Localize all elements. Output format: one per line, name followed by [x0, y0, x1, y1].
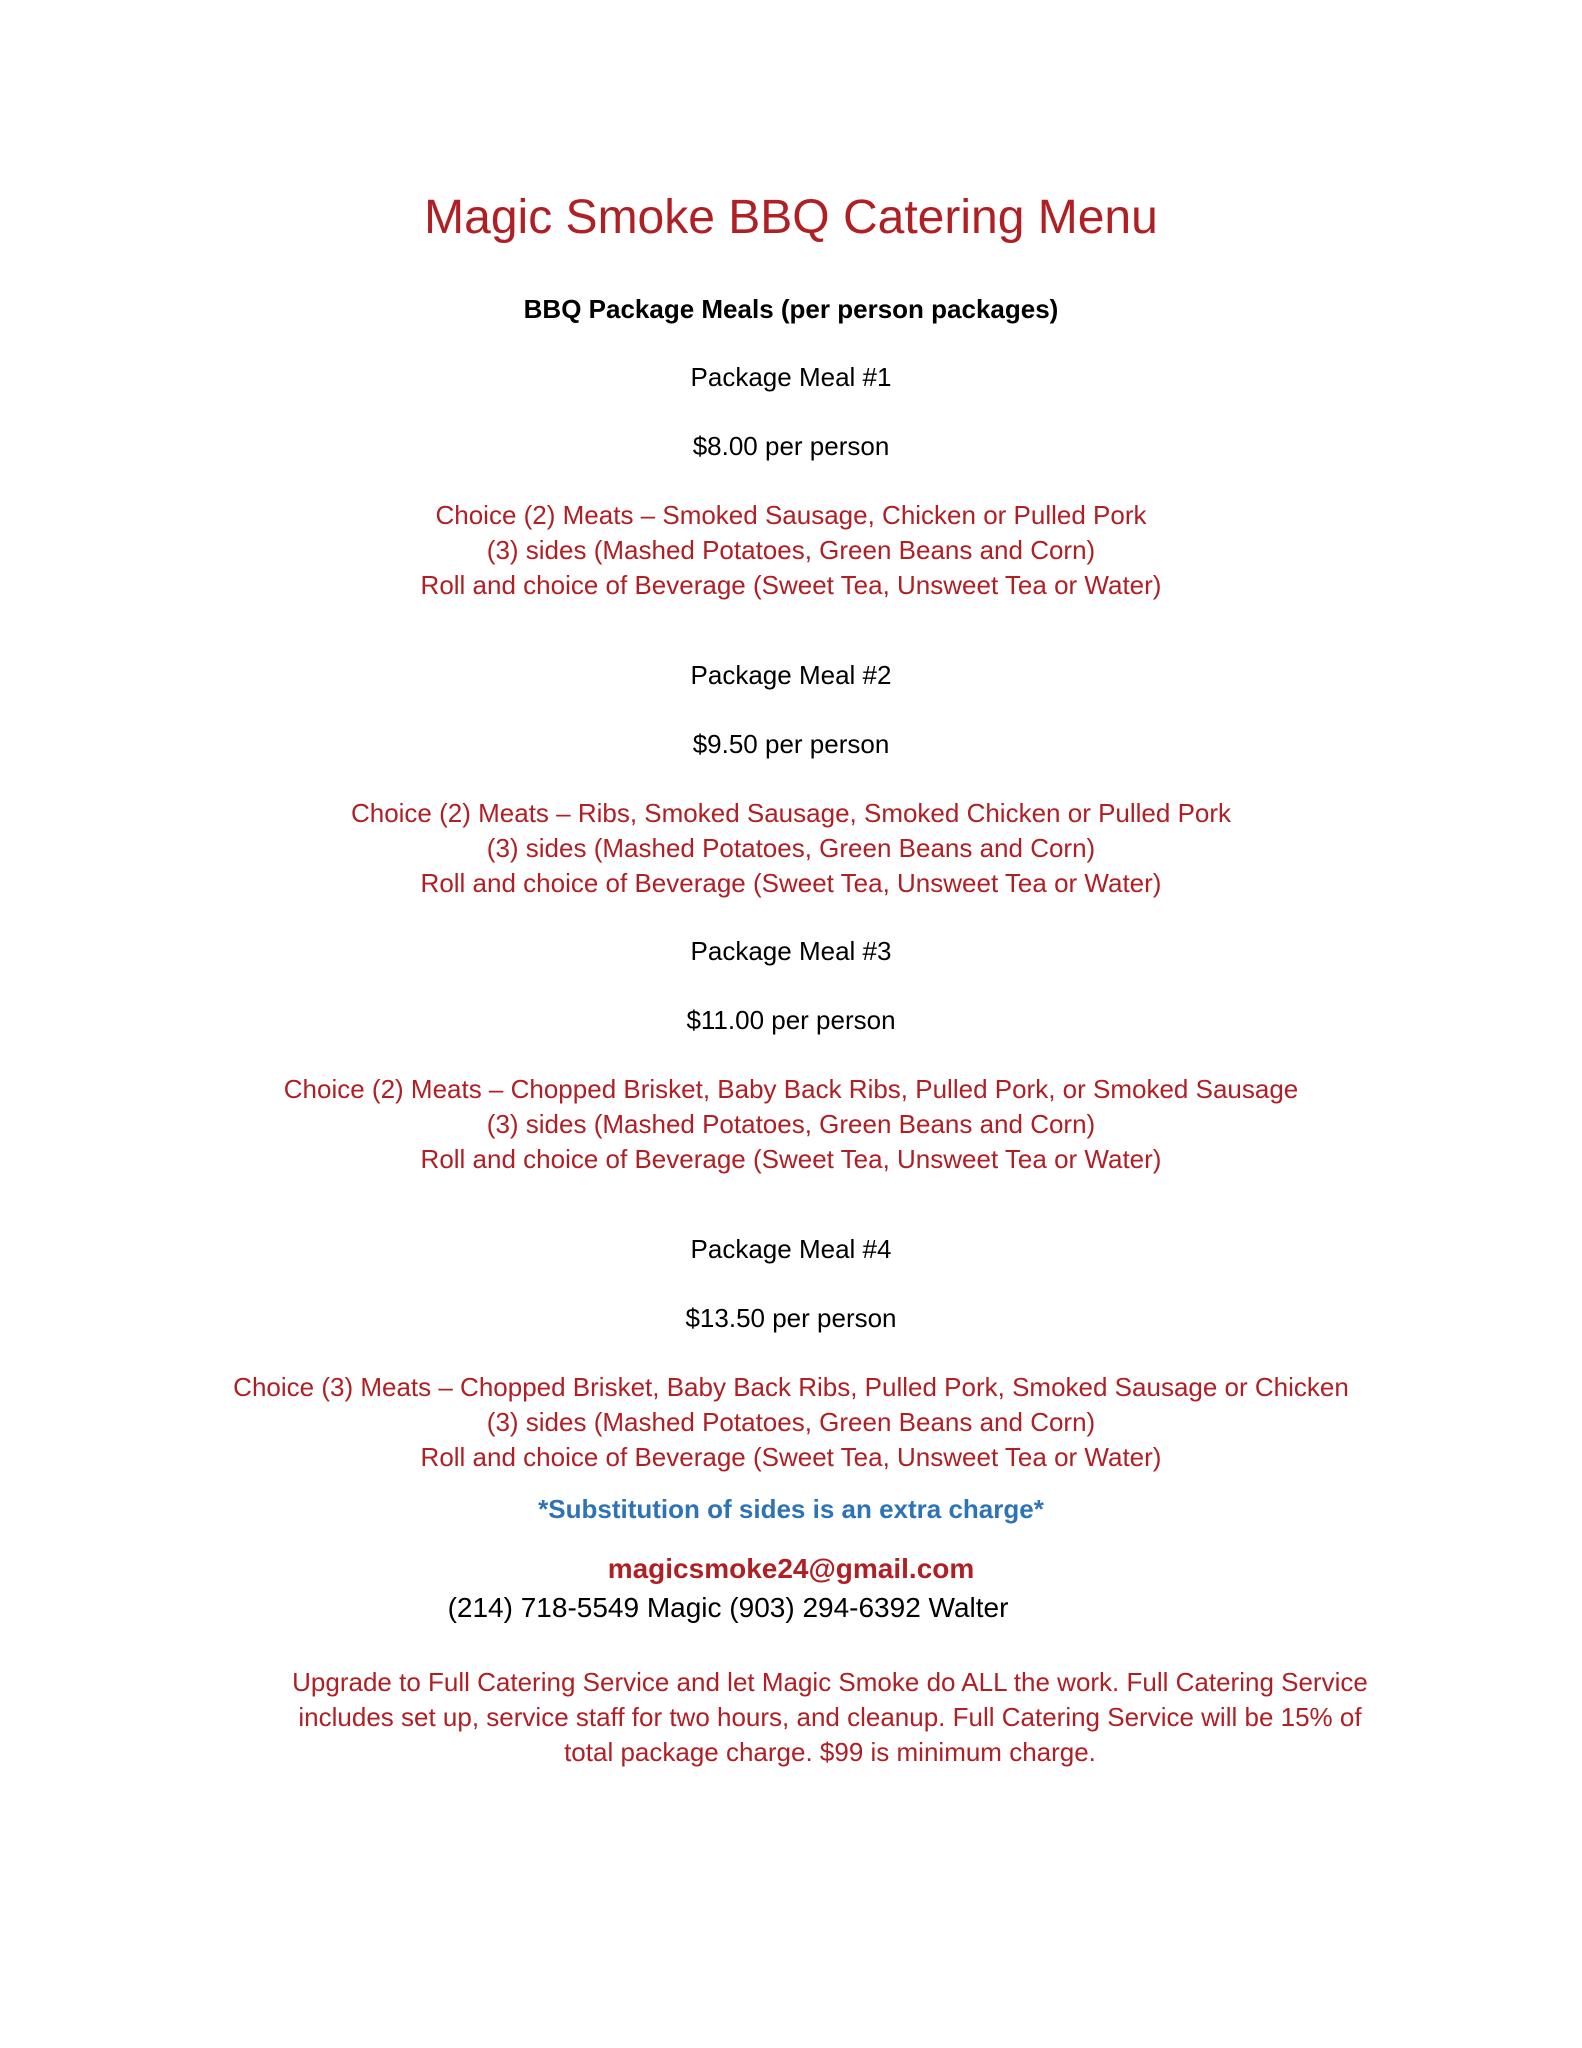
page-title: Magic Smoke BBQ Catering Menu: [424, 191, 1158, 244]
package-1-price: $8.00 per person: [692, 431, 890, 461]
package-2-beverage: Roll and choice of Beverage (Sweet Tea, Unsweet Tea or Water): [420, 868, 1162, 898]
package-2-meats: Choice (2) Meats – Ribs, Smoked Sausage, Smoked Chicken or Pulled Pork: [350, 798, 1232, 828]
package-4-name: Package Meal #4: [690, 1234, 892, 1264]
package-4-beverage: Roll and choice of Beverage (Sweet Tea, Unsweet Tea or Water): [420, 1442, 1162, 1472]
package-2-name: Package Meal #2: [690, 660, 892, 690]
package-4-meats: Choice (3) Meats – Chopped Brisket, Baby Back Ribs, Pulled Pork, Smoked Sausage or Chicken: [233, 1372, 1349, 1402]
package-1-beverage: Roll and choice of Beverage (Sweet Tea, Unsweet Tea or Water): [420, 570, 1162, 600]
contact-email[interactable]: magicsmoke24@gmail.com: [607, 1553, 975, 1584]
package-1-name: Package Meal #1: [690, 362, 892, 392]
package-3-sides: (3) sides (Mashed Potatoes, Green Beans and Corn): [486, 1109, 1096, 1139]
package-4-sides: (3) sides (Mashed Potatoes, Green Beans and Corn): [486, 1407, 1096, 1437]
package-1-meats: Choice (2) Meats – Smoked Sausage, Chicken or Pulled Pork: [435, 500, 1147, 530]
section-subtitle: BBQ Package Meals (per person packages): [523, 294, 1059, 324]
contact-phones: (214) 718-5549 Magic (903) 294-6392 Walter: [447, 1592, 1009, 1623]
package-1-sides: (3) sides (Mashed Potatoes, Green Beans and Corn): [486, 535, 1096, 565]
package-3-price: $11.00 per person: [686, 1005, 896, 1035]
upgrade-paragraph: Upgrade to Full Catering Service and let Magic Smoke do ALL the work. Full Catering Service includes set up, service staff for two hours, and cleanup. Full Catering Service will be 15% of total package charge. $99 is minimum charge.: [292, 1667, 1368, 1767]
substitution-note: *Substitution of sides is an extra charge*: [538, 1494, 1044, 1524]
package-3-name: Package Meal #3: [690, 936, 892, 966]
package-2-sides: (3) sides (Mashed Potatoes, Green Beans and Corn): [486, 833, 1096, 863]
package-3-beverage: Roll and choice of Beverage (Sweet Tea, Unsweet Tea or Water): [420, 1144, 1162, 1174]
package-3-meats: Choice (2) Meats – Chopped Brisket, Baby Back Ribs, Pulled Pork, or Smoked Sausage: [283, 1074, 1299, 1104]
package-4-price: $13.50 per person: [685, 1303, 897, 1333]
package-2-price: $9.50 per person: [692, 729, 890, 759]
